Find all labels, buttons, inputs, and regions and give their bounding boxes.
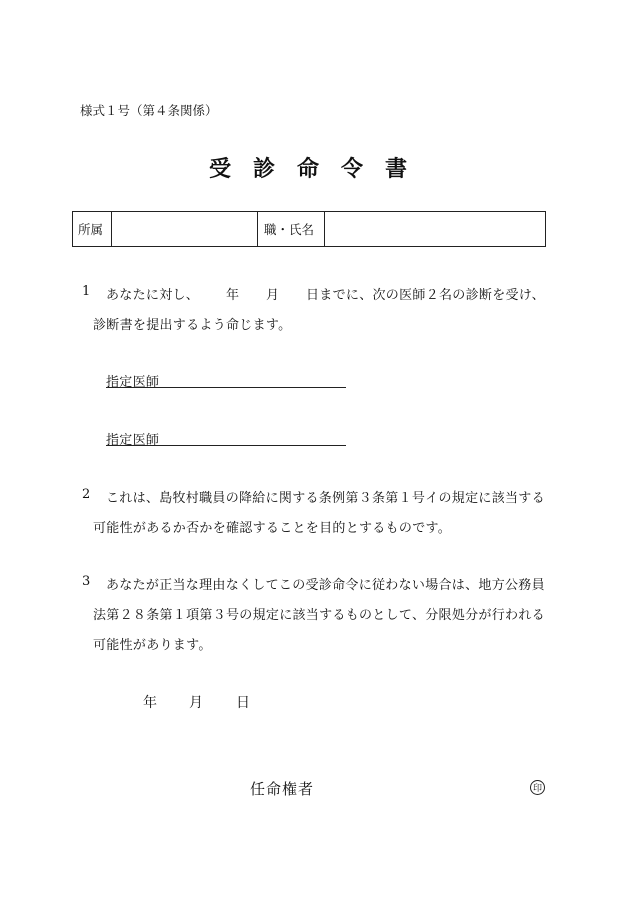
form-number-label: 様式１号（第４条関係）	[80, 103, 218, 118]
position-name-field[interactable]	[325, 212, 545, 246]
item3-line1: あなたが正当な理由なくしてこの受診命令に従わない場合は、地方公務員	[106, 578, 545, 593]
item1-text-part1: あなたに対し、	[106, 288, 200, 303]
designated-doctor-label-2: 指定医師	[106, 433, 160, 448]
date-day-label: 日	[236, 695, 250, 711]
item3-number: 3	[82, 574, 91, 589]
designated-doctor-line-2[interactable]	[106, 445, 346, 446]
designated-doctor-line-1[interactable]	[106, 387, 346, 388]
document-title: 受診命令書	[208, 156, 429, 182]
date-year-label: 年	[143, 695, 157, 711]
item1-line2: 診断書を提出するよう命じます。	[93, 318, 292, 333]
item1-month: 月	[266, 288, 280, 303]
date-month-label: 月	[189, 695, 203, 711]
item1-text-part2: 日までに、次の医師２名の診断を受け、	[306, 288, 545, 303]
affiliation-field[interactable]	[112, 212, 258, 246]
seal-icon: 印	[530, 780, 545, 795]
item2-number: 2	[82, 487, 91, 502]
item2-line1: これは、島牧村職員の降給に関する条例第３条第１号イの規定に該当する	[106, 491, 545, 506]
position-name-label: 職・氏名	[258, 212, 325, 246]
affiliation-label: 所属	[73, 212, 112, 246]
item3-line3: 可能性があります。	[93, 638, 212, 653]
item2-line2: 可能性があるか否かを確認することを目的とするものです。	[93, 521, 452, 536]
appointing-authority-label: 任命権者	[250, 780, 315, 798]
item1-year: 年	[226, 288, 240, 303]
item3-line2: 法第２８条第１項第３号の規定に該当するものとして、分限処分が行われる	[93, 608, 545, 623]
info-table	[72, 211, 546, 247]
designated-doctor-label-1: 指定医師	[106, 375, 160, 390]
item1-number: 1	[82, 284, 91, 299]
